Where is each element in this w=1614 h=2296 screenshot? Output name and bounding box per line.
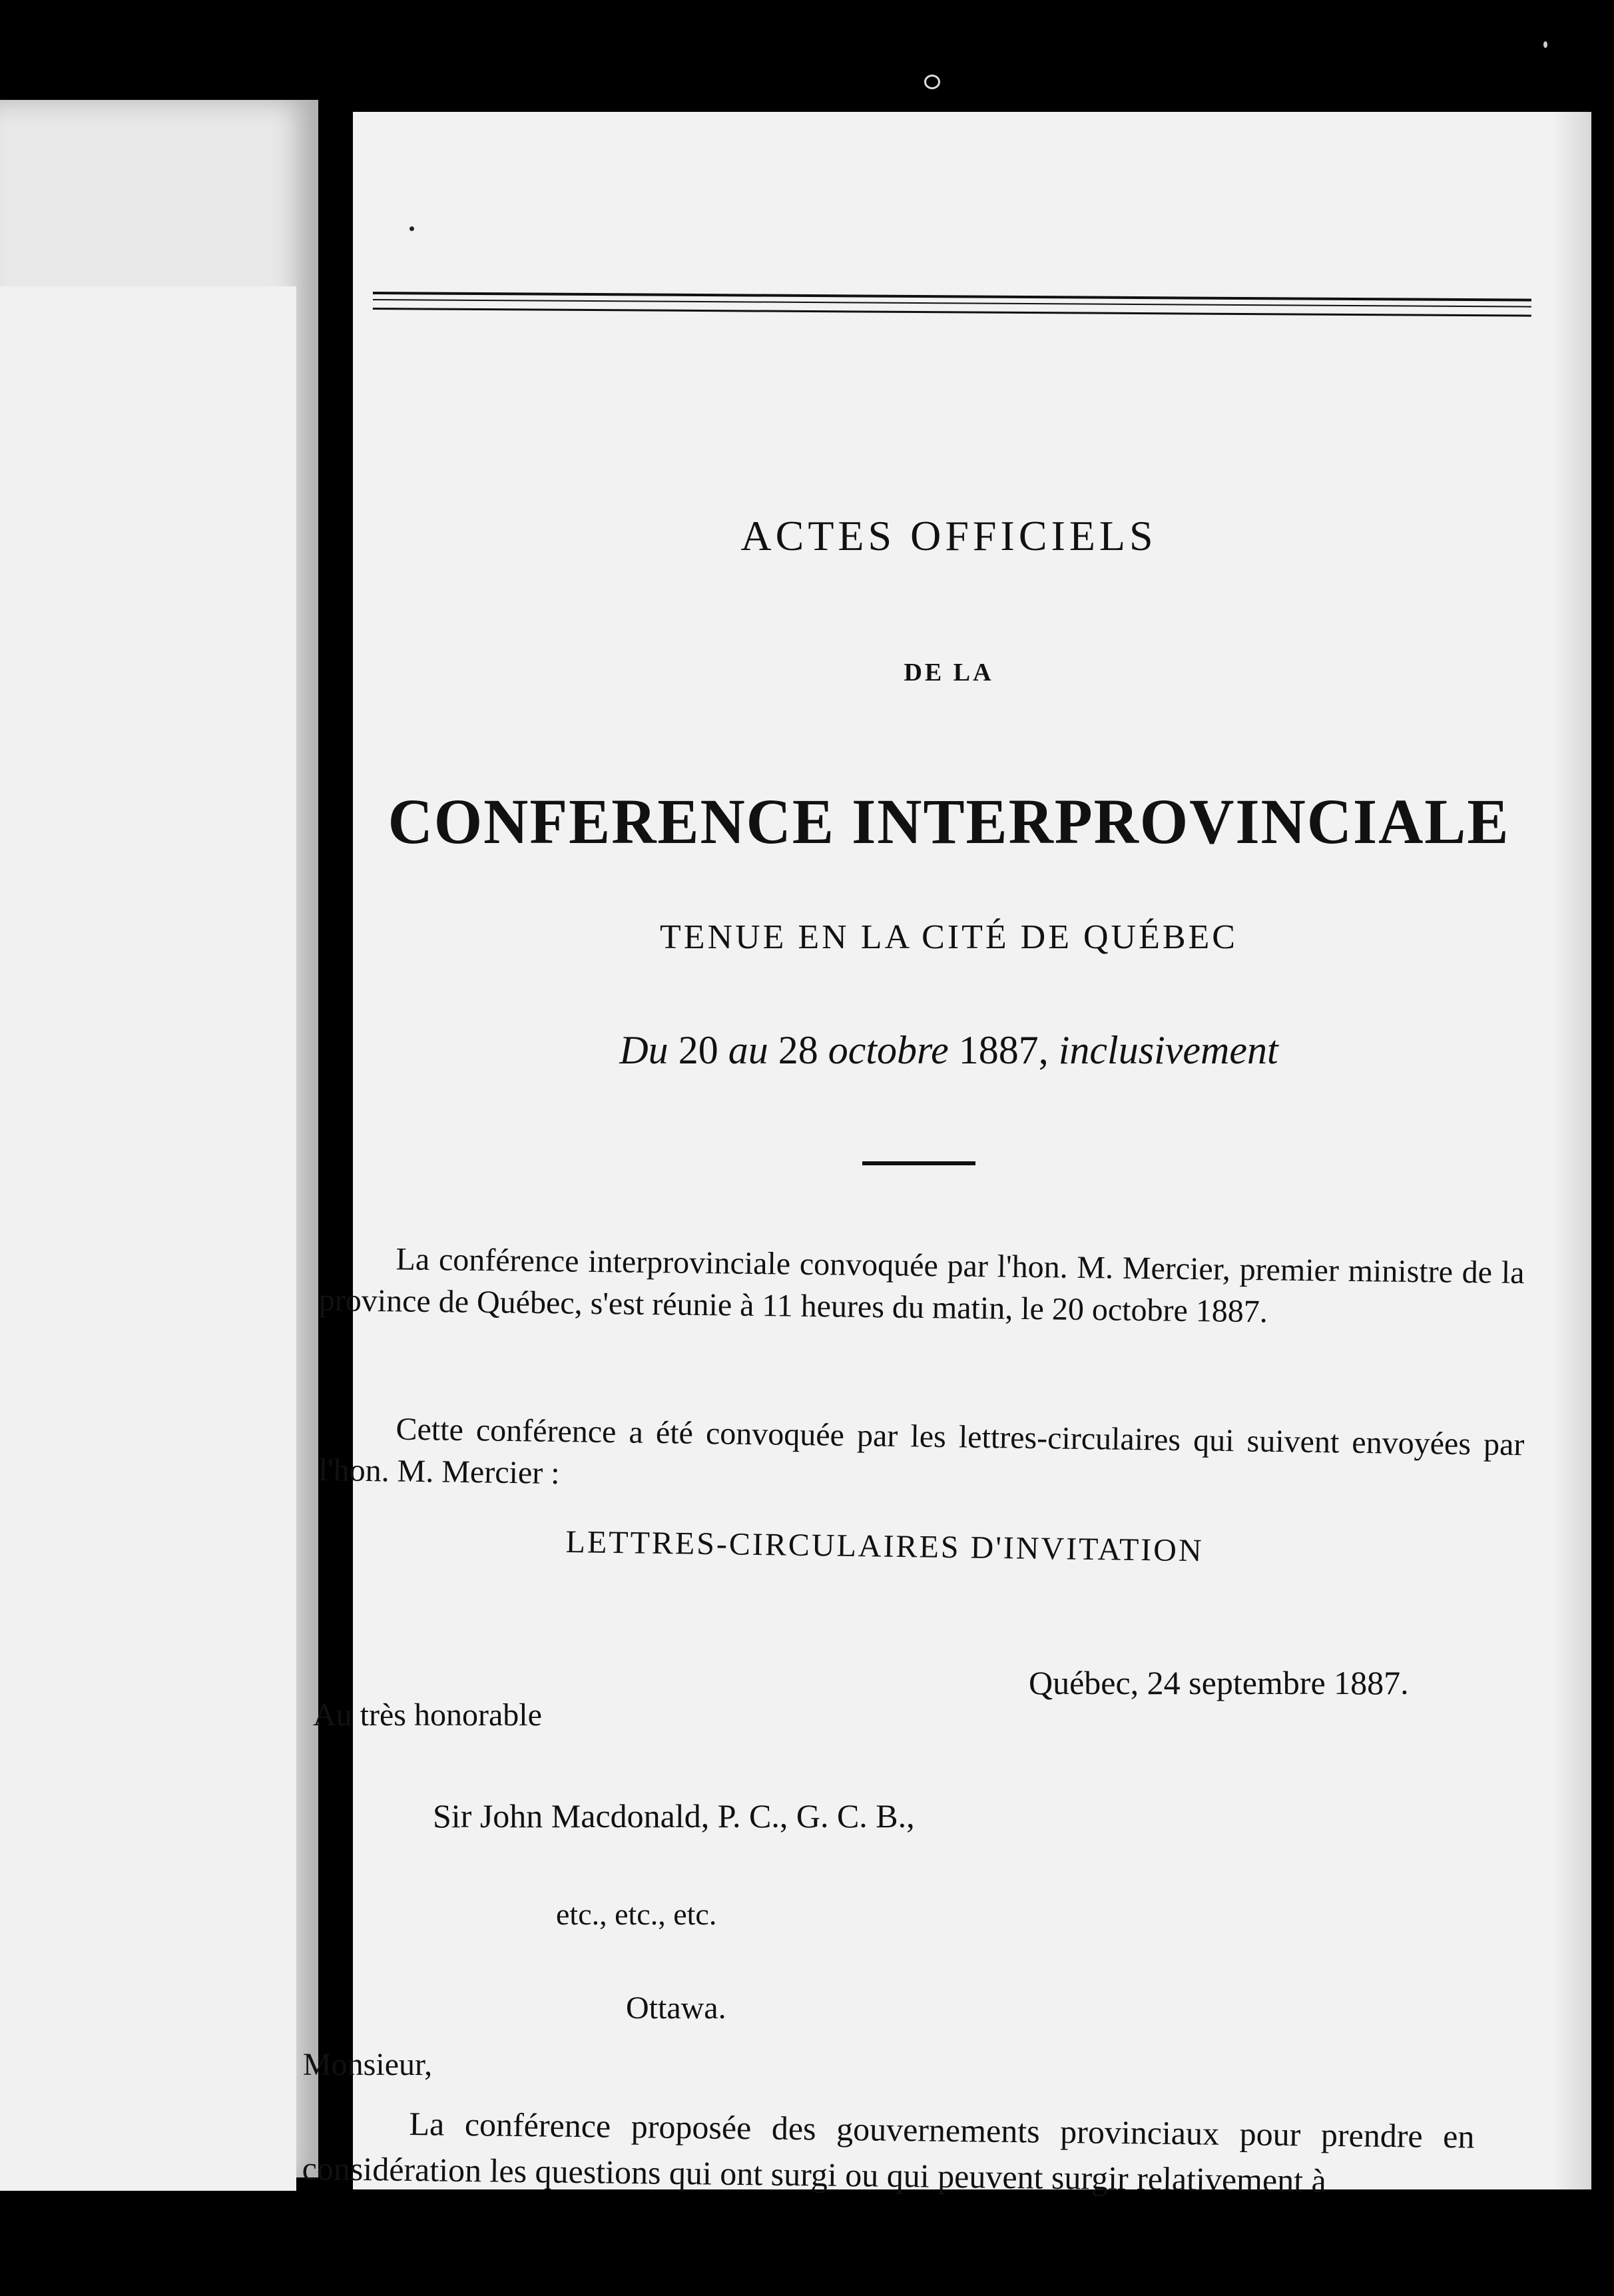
dateline-month: octobre	[828, 1028, 949, 1072]
section-heading: LETTRES-CIRCULAIRES D'INVITATION	[565, 1524, 1204, 1569]
header-double-rule	[373, 292, 1531, 317]
paragraph-convocation: Cette conférence a été convoquée par les lettres-circulaires qui suivent envoyées par l'hon. M. Mercier :	[318, 1411, 1525, 1492]
letter-address-line2: Sir John Macdonald, P. C., G. C. B.,	[433, 1797, 915, 1835]
dateline-du: Du	[619, 1028, 669, 1072]
letter-address-line1: Au très honorable	[313, 1697, 542, 1733]
title-location: TENUE EN LA CITÉ DE QUÉBEC	[659, 918, 1238, 956]
title-actes-officiels: ACTES OFFICIELS	[740, 512, 1157, 559]
title-conference: CONFERENCE INTERPROVINCIALE	[388, 786, 1510, 857]
document-page	[302, 112, 1591, 2199]
page-edge-shadow	[1551, 112, 1591, 2189]
title-de-la: DE LA	[904, 659, 994, 687]
dateline-day-end: 28	[768, 1028, 828, 1072]
letter-salutation: Monsieur,	[303, 2047, 433, 2082]
film-speck	[409, 226, 414, 231]
dateline-au: au	[728, 1028, 768, 1072]
letter-address-line3: etc., etc., etc.	[556, 1897, 717, 1931]
facing-page-margin	[0, 286, 296, 2191]
film-speck	[1543, 41, 1547, 48]
paragraph-opening: La conférence interprovinciale convoquée par l'hon. M. Mercier, premier ministre de la province de Québec, s'est réunie à 11 heures du matin, le 20 octobre 1887.	[318, 1241, 1525, 1330]
letter-address-line4: Ottawa.	[626, 1990, 726, 2026]
facing-page	[0, 100, 318, 2177]
film-speck	[924, 75, 940, 89]
dateline-year: 1887,	[948, 1028, 1059, 1072]
dateline	[353, 1027, 1545, 1073]
letter-place-date: Québec, 24 septembre 1887.	[1029, 1664, 1409, 1701]
dateline-day-start: 20	[668, 1028, 728, 1072]
section-divider	[862, 1161, 975, 1165]
letter-body: La conférence proposée des gouvernements provinciaux pour prendre en considération les questions qui ont surgi ou qui peuvent surgir relativement à	[302, 2104, 1475, 2199]
dateline-inclusivement: inclusivement	[1058, 1028, 1278, 1072]
